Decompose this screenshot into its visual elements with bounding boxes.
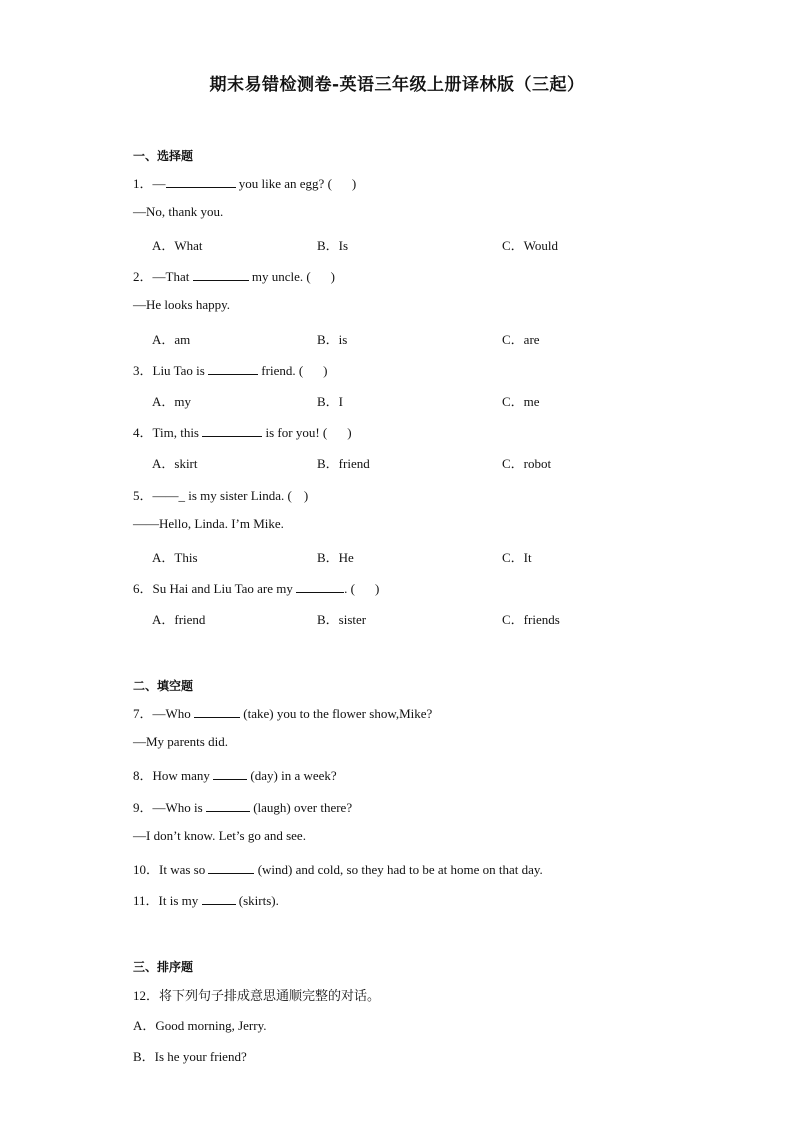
q12-sentence-b: B．Is he your friend? (133, 1049, 247, 1064)
q1-suffix: you like an egg? ( (235, 176, 332, 191)
section-heading-choice: 一、选择题 (133, 149, 194, 163)
q3-prefix: 3．Liu Tao is (133, 363, 209, 378)
q3-option-c[interactable]: C．me (502, 394, 540, 409)
q3-option-a[interactable]: A．my (152, 394, 192, 409)
q6-options (152, 609, 712, 627)
q4-option-b[interactable]: B．friend (317, 456, 370, 471)
q4-option-c[interactable]: C．robot (502, 456, 552, 471)
q1-option-a[interactable]: A．What (152, 238, 203, 253)
q4-blank[interactable] (202, 424, 262, 437)
q5-option-a[interactable]: A．This (152, 550, 198, 565)
q6-suffix: . ( (344, 581, 355, 596)
q4-option-a[interactable]: A．skirt (152, 456, 198, 471)
question-1 (133, 173, 356, 192)
q1-paren-close: ) (351, 176, 357, 191)
question-7 (133, 703, 432, 722)
q12-sentence-a: A．Good morning, Jerry. (133, 1018, 267, 1033)
q9-blank[interactable] (206, 799, 250, 812)
q6-prefix: 6．Su Hai and Liu Tao are my (133, 581, 297, 596)
q11-suffix: (skirts). (235, 893, 279, 908)
q9-suffix: (laugh) over there? (249, 800, 353, 815)
q11-prefix: 11．It is my (133, 893, 202, 908)
q3-paren-close: ) (323, 363, 328, 378)
q1-option-c[interactable]: C．Would (502, 238, 559, 253)
q4-paren-close: ) (347, 425, 352, 440)
section-heading-order: 三、排序题 (133, 960, 194, 974)
q2-option-b[interactable]: B．is (317, 332, 348, 347)
q2-options (152, 329, 712, 347)
q4-prefix: 4．Tim, this (133, 425, 203, 440)
q5-options (152, 547, 712, 565)
q7-reply: —My parents did. (133, 734, 228, 749)
q5-reply: ——Hello, Linda. I’m Mike. (133, 516, 284, 531)
q5-text: 5．——_ is my sister Linda. ( (133, 488, 292, 503)
q11-blank[interactable] (202, 892, 236, 905)
q6-paren-close: ) (374, 581, 380, 596)
q2-paren-close: ) (330, 269, 336, 284)
q5-paren-close: ) (303, 488, 309, 503)
q1-option-b[interactable]: B．Is (317, 238, 349, 253)
q1-prefix: 1．— (133, 176, 166, 191)
q6-blank[interactable] (296, 580, 344, 593)
question-9 (133, 797, 352, 816)
question-3 (133, 360, 328, 379)
q7-blank[interactable] (194, 705, 240, 718)
q1-blank[interactable] (166, 175, 236, 188)
q7-suffix: (take) you to the flower show,Mike? (240, 706, 433, 721)
q4-suffix: is for you! ( (262, 425, 328, 440)
q5-option-b[interactable]: B．He (317, 550, 354, 565)
q5-option-c[interactable]: C．It (502, 550, 532, 565)
q2-blank[interactable] (193, 268, 249, 281)
page-title: 期末易错检测卷-英语三年级上册译林版（三起） (209, 75, 585, 95)
question-8 (133, 765, 337, 784)
q2-option-a[interactable]: A．am (152, 332, 191, 347)
q6-option-c[interactable]: C．friends (502, 612, 560, 627)
q10-suffix: (wind) and cold, so they had to be at home on that day. (254, 862, 543, 877)
q1-options (152, 235, 712, 253)
q2-reply: —He looks happy. (133, 297, 231, 312)
q8-prefix: 8．How many (133, 768, 214, 783)
q6-option-b[interactable]: B．sister (317, 612, 367, 627)
q10-blank[interactable] (208, 861, 254, 874)
section-heading-fill: 二、填空题 (133, 679, 194, 693)
q4-options (152, 453, 712, 471)
q3-option-b[interactable]: B．I (317, 394, 344, 409)
q8-suffix: (day) in a week? (247, 768, 337, 783)
question-12: 12．将下列句子排成意思通顺完整的对话。 (133, 988, 381, 1003)
question-5 (133, 485, 308, 504)
q2-suffix: my uncle. ( (248, 269, 311, 284)
q1-reply: —No, thank you. (133, 204, 224, 219)
q9-reply: —I don’t know. Let’s go and see. (133, 828, 306, 843)
q6-option-a[interactable]: A．friend (152, 612, 206, 627)
q3-blank[interactable] (208, 362, 258, 375)
question-11 (133, 890, 279, 909)
q2-option-c[interactable]: C．are (502, 332, 540, 347)
q7-prefix: 7．—Who (133, 706, 195, 721)
q8-blank[interactable] (213, 767, 247, 780)
question-2 (133, 266, 335, 285)
question-10 (133, 859, 543, 878)
q2-prefix: 2．—That (133, 269, 193, 284)
q10-prefix: 10．It was so (133, 862, 209, 877)
q9-prefix: 9．—Who is (133, 800, 206, 815)
q3-options (152, 391, 712, 409)
question-6 (133, 578, 379, 597)
q3-suffix: friend. ( (258, 363, 304, 378)
question-4 (133, 422, 352, 441)
